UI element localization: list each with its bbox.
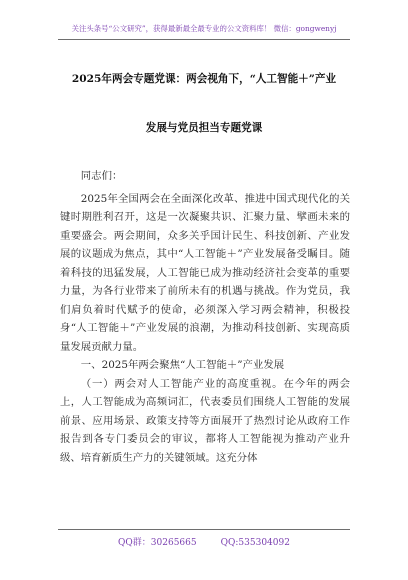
document-title-line-2: 发展与党员担当专题党课 [145,122,263,134]
document-title-line-1: 2025年两会专题党课：两会视角下，“人工智能＋”产业 [71,73,337,85]
header-divider [58,39,350,40]
paragraph-section-1-1: （一）两会对人工智能产业的高度重视。在今年的两会上，人工智能成为高频词汇，代表委员们围绕人工智能的发展前景、应用场景、政策支持等方面展开了热烈讨论从政府工作报告到各专门委员会的审议，都将人工智能视为推动产业升级、培育新质生产力的关键领域。这充分体 [60,377,350,464]
paragraph-intro: 2025年全国两会在全面深化改革、推进中国式现代化的关键时期胜利召开，这是一次凝聚共识、汇聚力量、擘画未来的重要盛会。两会期间，众多关乎国计民生、科技创新、产业发展的议题成为焦点，其中“人工智能＋”产业发展备受瞩目。随着科技的迅猛发展，人工智能已成为推动经济社会变革的重要力量，为各行业带来了前所未有的机遇与挑战。作为党员，我们肩负着时代赋予的使命，必须深入学习两会精神，积极投身“人工智能＋”产业发展的浪潮，为推动科技创新、实现高质量发展贡献力量。 [60,192,350,353]
salutation: 同志们： [80,170,123,182]
section-heading-1: 一、2025年两会聚焦“人工智能＋”产业发展 [80,359,285,371]
qq-group-number: QQ群：30265665 [118,538,197,548]
qq-number: QQ:535304092 [220,538,290,548]
promo-header: 关注头条号“公文研究”，获得最新最全最专业的公文资料库！ 微信：gongwenyj [71,24,337,33]
document-body [60,167,350,467]
footer-divider [58,529,350,530]
contact-footer [0,535,408,548]
